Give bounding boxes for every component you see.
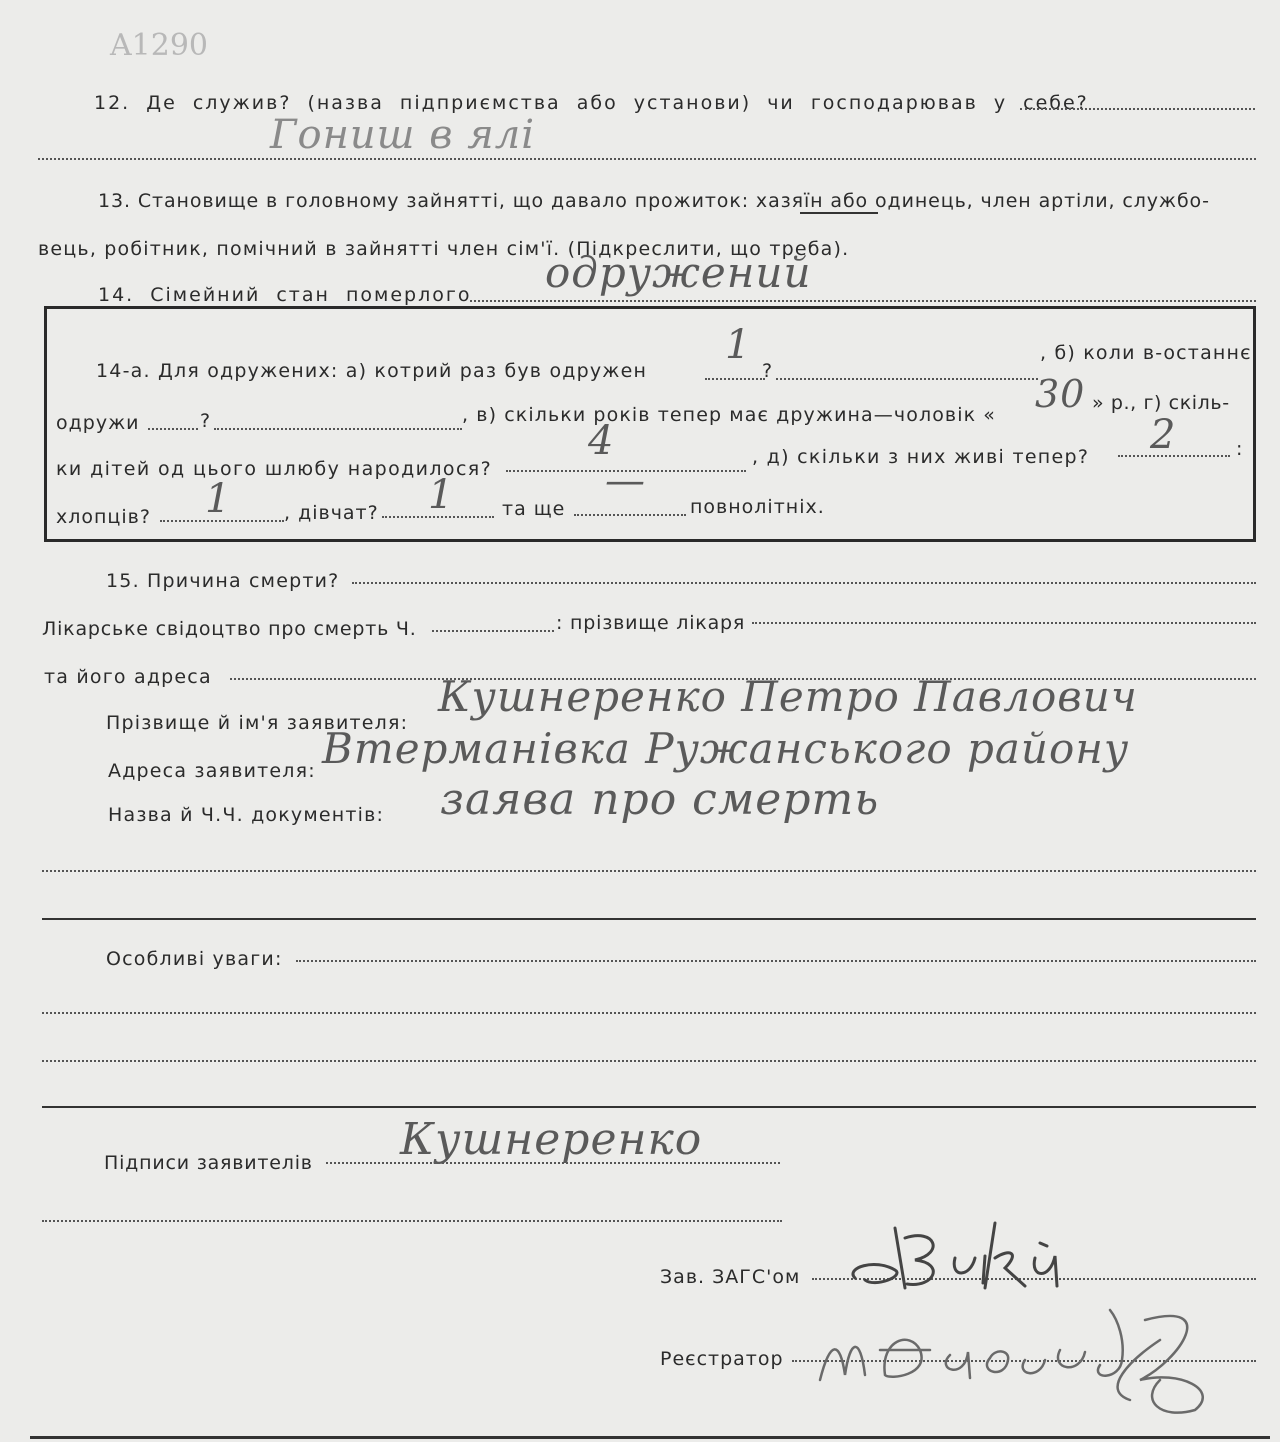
applicant-name-label: Прізвище й ім'я заявителя: [106, 712, 409, 734]
q14a-answer-times: 1 [725, 322, 752, 368]
q14a-line4-b: , дівчат? [284, 502, 379, 524]
q13-line1: 13. Становище в головному зайнятті, що давало прожиток: хазяїн або одинець, член артіли, службо- [98, 190, 1210, 212]
signatures-line-2 [42, 1220, 782, 1222]
q14a-q-mark-2: ? [200, 410, 211, 432]
documents-line-2 [42, 870, 1256, 872]
q14-label: 14. Сімейний стан померлого [98, 284, 472, 306]
q14a-line4-label: хлопців? [56, 506, 151, 528]
notes-label: Особливі уваги: [106, 948, 283, 970]
documents-value: заява про смерть [440, 774, 880, 825]
q14a-adults-line [574, 514, 686, 516]
q14a-line4-c: та ще [502, 498, 566, 520]
doctor-cert-line [432, 630, 554, 632]
q14a-line3-c: : [1236, 438, 1244, 460]
q14-line [470, 300, 1256, 302]
section-divider-2 [42, 1106, 1256, 1108]
q14a-answer-boys: 1 [205, 476, 232, 522]
q12-label: 12. Де служив? (назва підприємства або установи) чи господарював у себе? [94, 92, 1089, 114]
q14a-times-line [705, 378, 765, 380]
signatures-label: Підписи заявителів [104, 1152, 313, 1174]
registrar-label: Реєстратор [660, 1348, 784, 1370]
q14a-answer-age: 30 [1035, 372, 1086, 416]
notes-line-3 [42, 1060, 1256, 1062]
bottom-edge-line [30, 1436, 1270, 1439]
q12-answer: Гониш в ялі [270, 112, 536, 158]
q14a-line1-b: , б) коли в-останнє [1040, 342, 1252, 364]
notes-line-1 [296, 960, 1256, 962]
q14a-line4-d: повнолітніх. [690, 496, 825, 518]
q14a-line3-b: , д) скільки з них живі тепер? [752, 446, 1090, 468]
q14a-line3-label: ки дітей од цього шлюбу народилося? [56, 458, 493, 480]
doctor-address-label: та його адреса [44, 666, 212, 688]
q15-line [352, 582, 1256, 584]
q14a-line1-label: 14-а. Для одружених: а) котрий раз був одружен [96, 360, 648, 382]
registrar-signature [800, 1280, 1250, 1420]
q14a-line2-c: » р., г) скіль- [1092, 392, 1230, 414]
q14a-line2-b: , в) скільки років тепер має дружина—чоловік « [462, 404, 997, 426]
q13-line2: вець, робітник, помічний в зайнятті член сім'ї. (Підкреслити, що треба). [38, 238, 850, 260]
q14a-answer-adults: — [605, 458, 646, 504]
q14a-line2-dots-b [214, 428, 462, 430]
q14a-answer-alive: 2 [1150, 412, 1177, 458]
applicant-address-label: Адреса заявителя: [108, 760, 316, 782]
corner-archive-mark: A1290 [110, 28, 209, 63]
q13-underline [800, 212, 878, 214]
q14a-line2-label: одружи [56, 412, 140, 434]
section-divider-1 [42, 918, 1256, 920]
applicant-address: Втерманівка Ружанського району [322, 724, 1130, 773]
doctor-cert-label: Лікарське свідоцтво про смерть Ч. [42, 618, 417, 640]
q15-label: 15. Причина смерти? [106, 570, 340, 592]
notes-line-2 [42, 1012, 1256, 1014]
doctor-name-line [752, 622, 1256, 624]
applicant-signature: Кушнеренко [400, 1114, 703, 1165]
q12-line [1020, 108, 1255, 110]
q14a-q-mark-1: ? [762, 360, 773, 382]
q14-answer: одружений [545, 248, 812, 297]
q14a-line1-dots [776, 378, 1038, 380]
q14a-line2-dots-a [148, 428, 198, 430]
q14a-answer-girls: 1 [428, 472, 455, 518]
doctor-name-label: : прізвище лікаря [556, 612, 746, 634]
zags-head-label: Зав. ЗАГС'ом [660, 1266, 801, 1288]
applicant-name: Кушнеренко Петро Павлович [438, 672, 1138, 721]
q14a-answer-children: 4 [588, 418, 615, 464]
documents-label: Назва й Ч.Ч. документів: [108, 804, 385, 826]
q12-line-2 [38, 158, 1256, 160]
